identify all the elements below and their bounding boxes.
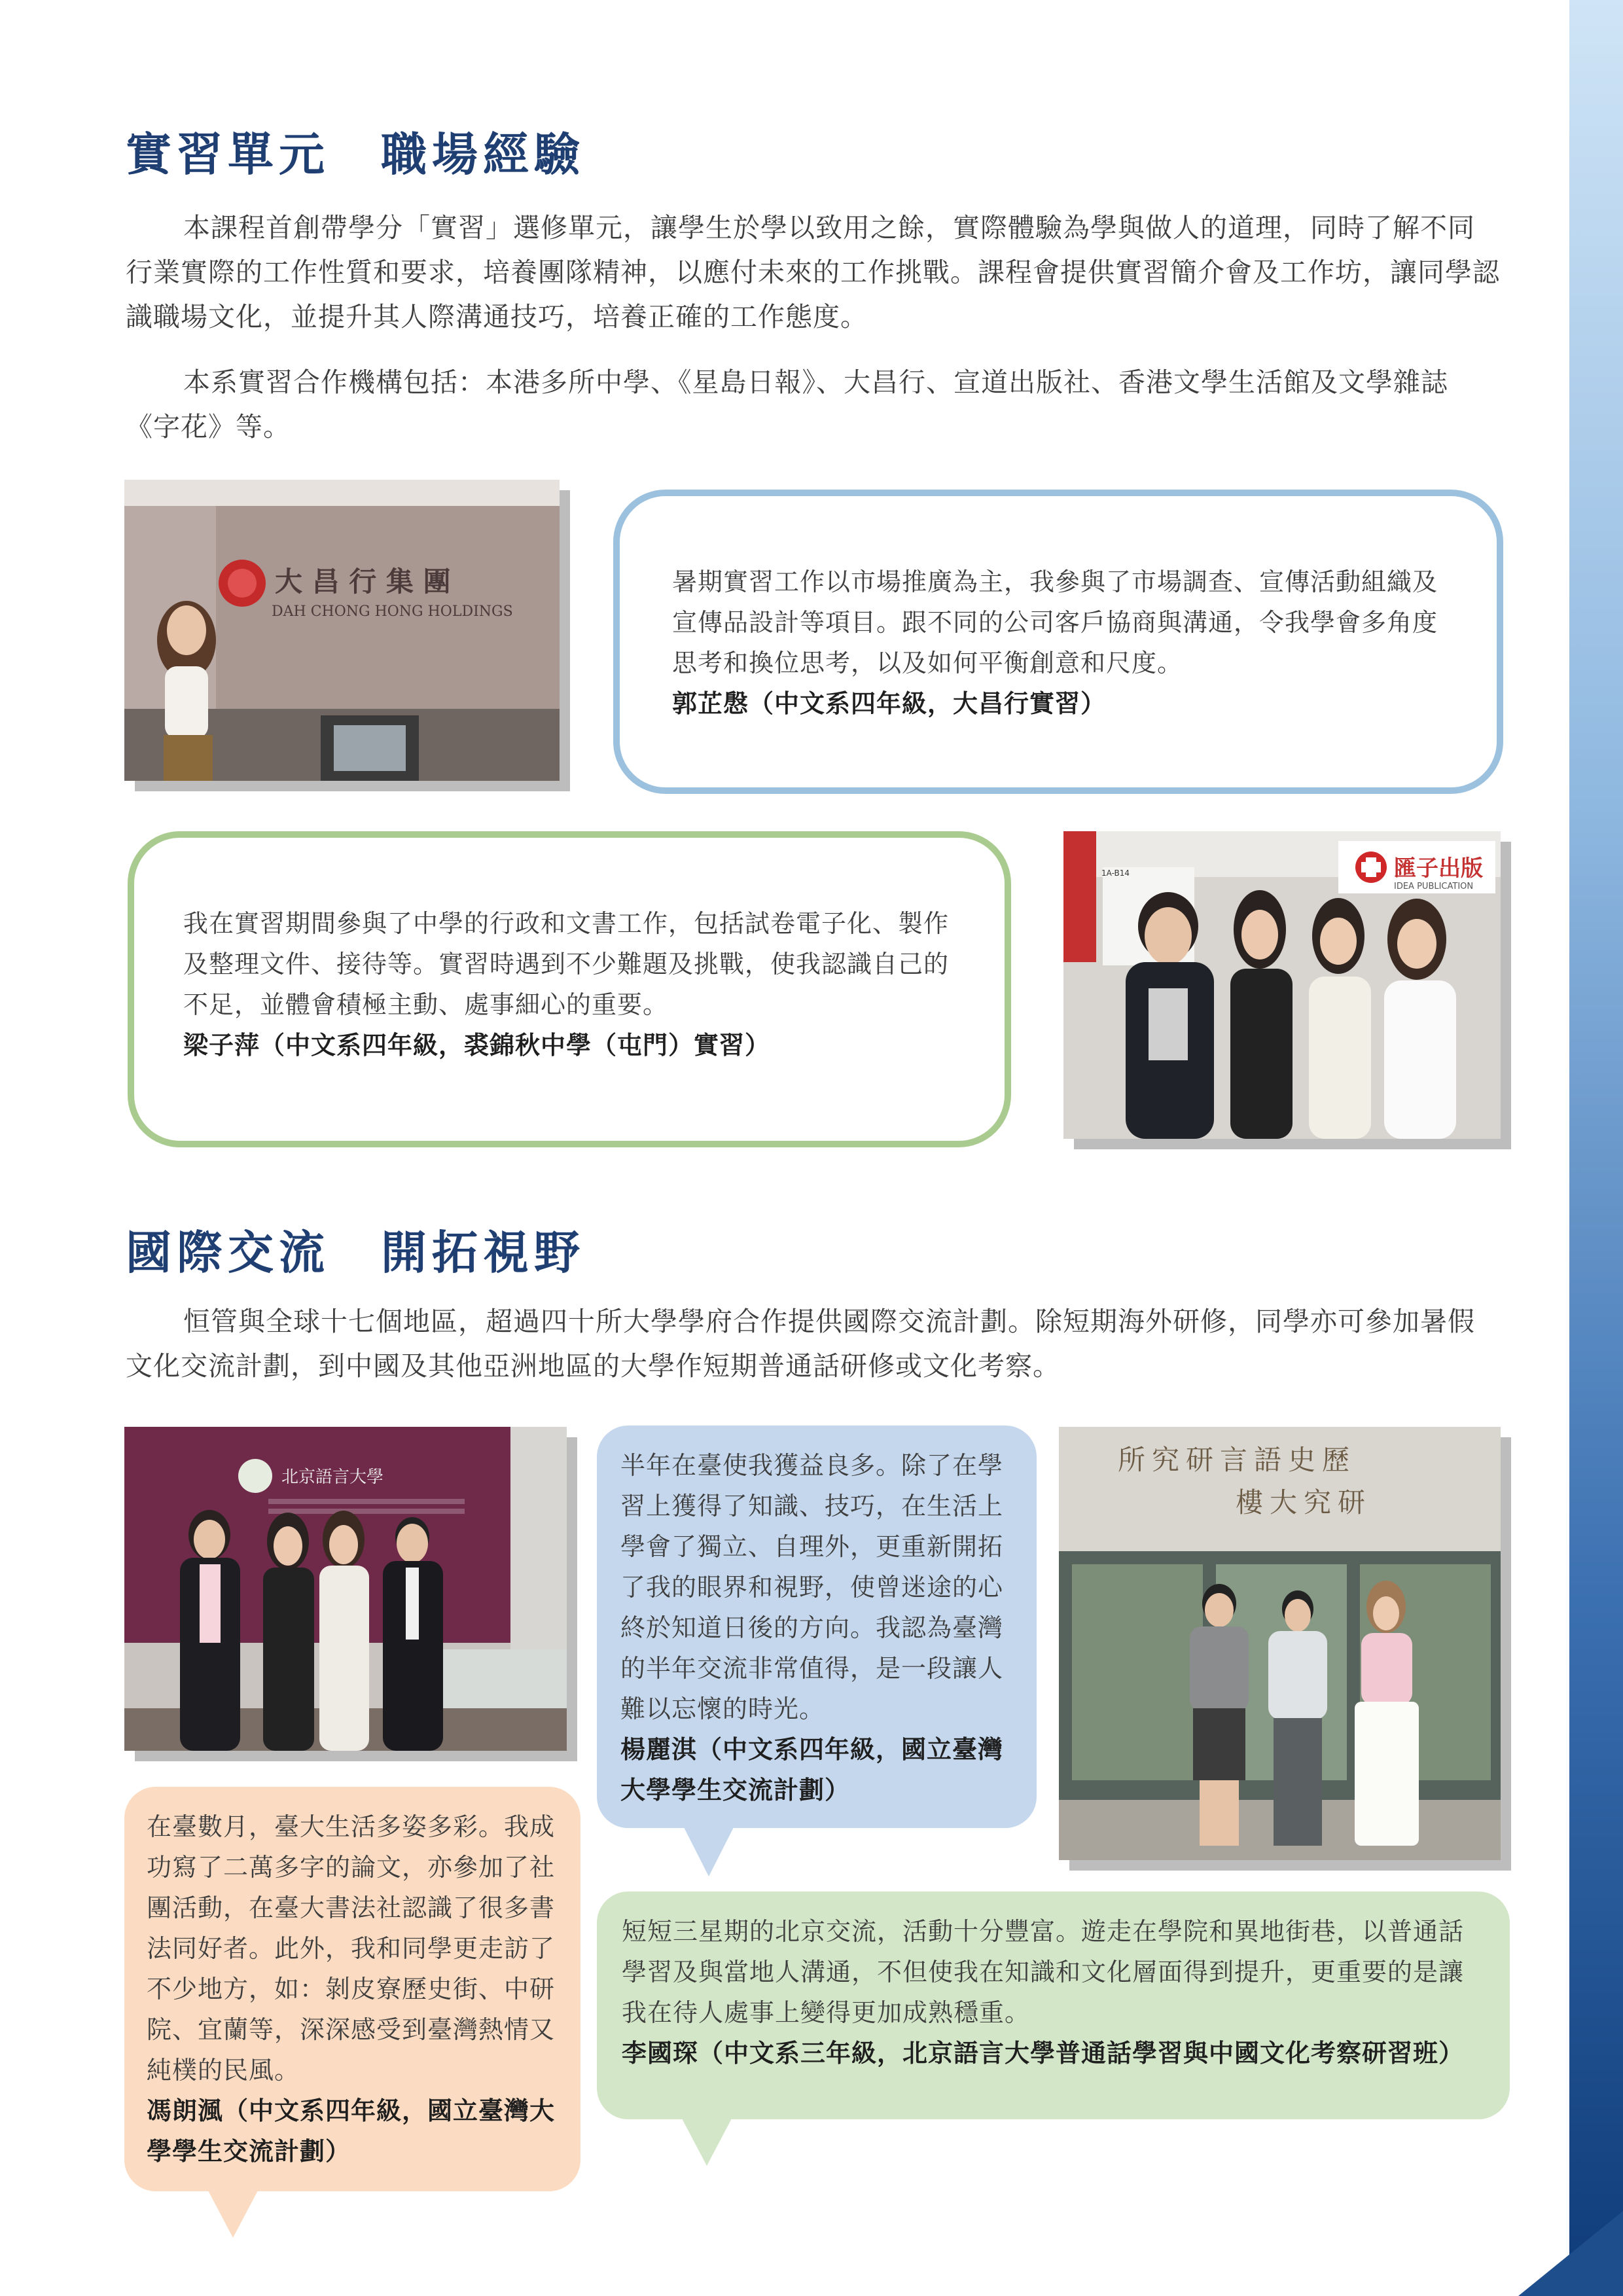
section-heading-exchange: 國際交流 開拓視野	[126, 1225, 585, 1280]
quote-dch-text: 暑期實習工作以市場推廣為主，我參與了市場調查、宣傳活動組織及宣傳品設計等項目。跟不同的公司客戶協商與溝通，令我學會多角度思考和換位思考，以及如何平衡創意和尺度。	[672, 567, 1438, 677]
exchange-paragraph: 恒管與全球十七個地區，超過四十所大學學府合作提供國際交流計劃。除短期海外研修，同學亦可參加暑假文化交流計劃，到中國及其他亞洲地區的大學作短期普通話研修或文化考察。	[126, 1306, 1475, 1382]
bubble-tail-green	[682, 2119, 732, 2166]
quote-dch-author: 郭芷慇（中文系四年級，大昌行實習）	[672, 689, 1107, 718]
quote-school-text: 我在實習期間參與了中學的行政和文書工作，包括試卷電子化、製作及整理文件、接待等。實習時遇到不少難題及挑戰，使我認識自己的不足，並體會積極主動、處事細心的重要。	[183, 909, 950, 1019]
blcu-sign: 北京語言大學	[281, 1467, 384, 1487]
quote-yeung-text: 半年在臺使我獲益良多。除了在學習上獲得了知識、技巧，在生活上學會了獨立、自理外，更重新開拓了我的眼界和視野，使曾迷途的心終於知道日後的方向。我認為臺灣的半年交流非常值得，是一段讓人難以忘懷的時光。	[620, 1451, 1004, 1723]
bubble-tail-blue	[684, 1827, 734, 1876]
quote-lee-text: 短短三星期的北京交流，活動十分豐富。遊走在學院和異地街巷，以普通話學習及與當地人溝通，不但使我在知識和文化層面得到提升，更重要的是讓我在待人處事上變得更加成熟穩重。	[622, 1917, 1465, 2027]
dch-logo-english: DAH CHONG HONG HOLDINGS	[272, 603, 513, 620]
book-fair-sign-sub: IDEA PUBLICATION	[1394, 882, 1474, 891]
dch-logo-chinese: 大 昌 行 集 團	[275, 565, 451, 598]
quote-card-school	[128, 831, 1011, 1147]
quote-bubble-beijing-lee	[597, 1892, 1510, 2119]
internship-paragraph-2: 本系實習合作機構包括：本港多所中學、《星島日報》、大昌行、宣道出版社、香港文學生活館及文學雜誌《字花》等。	[126, 367, 1448, 442]
internship-paragraph-1: 本課程首創帶學分「實習」選修單元，讓學生於學以致用之餘，實際體驗為學與做人的道理，同時了解不同行業實際的工作性質和要求，培養團隊精神，以應付未來的工作挑戰。課程會提供實習簡介會及工作坊，讓同學認識職場文化，並提升其人際溝通技巧，培養正確的工作態度。	[126, 212, 1500, 332]
decorative-sidebar	[1569, 0, 1623, 2296]
quote-yeung-author: 楊麗淇（中文系四年級，國立臺灣大學學生交流計劃）	[620, 1735, 1004, 1804]
quote-fung-author: 馮朗渢（中文系四年級，國立臺灣大學學生交流計劃）	[147, 2096, 556, 2166]
quote-bubble-taiwan-yeung	[597, 1426, 1037, 1828]
quote-lee-author: 李國琛（中文系三年級，北京語言大學普通話學習與中國文化考察研習班）	[622, 2039, 1465, 2068]
photo-book-fair-group	[1063, 831, 1501, 1139]
quote-school-author: 梁子萍（中文系四年級，裘錦秋中學（屯門）實習）	[183, 1031, 771, 1060]
photo-taiwan-institute-group	[1059, 1427, 1501, 1860]
institute-sign-line1: 所究研言語史歷	[1118, 1444, 1357, 1476]
book-fair-sign: 匯子出版	[1394, 855, 1483, 882]
quote-fung-text: 在臺數月，臺大生活多姿多彩。我成功寫了二萬多字的論文，亦參加了社團活動，在臺大書法社認識了很多書法同好者。此外，我和同學更走訪了不少地方，如：剝皮寮歷史街、中研院、宜蘭等，深深感受到臺灣熱情又純樸的民風。	[147, 1812, 556, 2085]
quote-bubble-taiwan-fung	[124, 1787, 580, 2191]
section-heading-internship: 實習單元 職場經驗	[126, 127, 585, 181]
quote-card-dch	[613, 490, 1503, 794]
photo-blcu-group	[124, 1427, 567, 1751]
book-fair-booth: 1A-B14	[1101, 869, 1130, 878]
bubble-tail-peach	[208, 2191, 258, 2238]
photo-dch-office	[124, 480, 560, 781]
institute-sign-line2: 樓大究研	[1236, 1486, 1372, 1518]
